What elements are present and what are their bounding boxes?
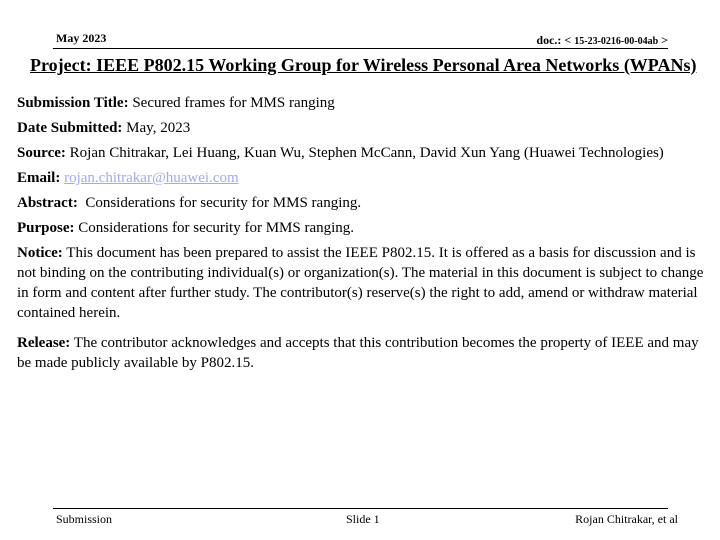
submission-title-value: Secured frames for MMS ranging	[132, 95, 335, 111]
notice-field	[17, 243, 707, 323]
date-submitted-field	[17, 118, 707, 138]
email-label: Email:	[17, 170, 61, 186]
doc-number: 15-23-0216-00-04ab	[574, 36, 659, 47]
project-title: Project: IEEE P802.15 Working Group for Wireless Personal Area Networks (WPANs)	[30, 55, 697, 75]
purpose-value: Considerations for security for MMS ranging.	[78, 220, 355, 236]
submission-title-field	[17, 93, 707, 113]
release-label: Release:	[17, 335, 71, 351]
release-value: The contributor acknowledges and accepts that this contribution becomes the property of IEEE and may be made publicly available by P802.15.	[17, 335, 699, 371]
email-link[interactable]: rojan.chitrakar@huawei.com	[64, 170, 239, 186]
footer-author: Rojan Chitrakar, et al	[575, 512, 678, 526]
date-submitted-value: May, 2023	[126, 120, 191, 136]
purpose-label: Purpose:	[17, 220, 75, 236]
doc-suffix: >	[661, 33, 668, 47]
header-date: May 2023	[56, 31, 107, 45]
notice-value: This document has been prepared to assist the IEEE P802.15. It is offered as a basis for discussion and is not binding on the contributing individual(s) or organization(s). The material in this document is subject to change in form and content after further study. The contributor(s) reserve(s) the right to add, amend or withdraw material contained herein.	[17, 245, 704, 321]
doc-prefix: doc.: <	[536, 33, 572, 47]
footer-divider	[53, 508, 668, 509]
notice-label: Notice:	[17, 245, 63, 261]
source-field	[17, 143, 707, 163]
abstract-field	[17, 193, 707, 213]
release-field	[17, 333, 707, 373]
source-value: Rojan Chitrakar, Lei Huang, Kuan Wu, Stephen McCann, David Xun Yang (Huawei Technologies)	[69, 145, 664, 161]
header-doc-id	[536, 33, 668, 48]
date-submitted-label: Date Submitted:	[17, 120, 123, 136]
purpose-field	[17, 218, 707, 238]
header-divider	[53, 48, 668, 49]
email-field	[17, 168, 707, 188]
abstract-value: Considerations for security for MMS ranging.	[85, 195, 362, 211]
slide-number: Slide 1	[346, 512, 380, 526]
source-label: Source:	[17, 145, 66, 161]
submission-details	[17, 93, 707, 383]
abstract-label: Abstract:	[17, 195, 78, 211]
footer-submission: Submission	[56, 512, 113, 526]
submission-title-label: Submission Title:	[17, 95, 129, 111]
